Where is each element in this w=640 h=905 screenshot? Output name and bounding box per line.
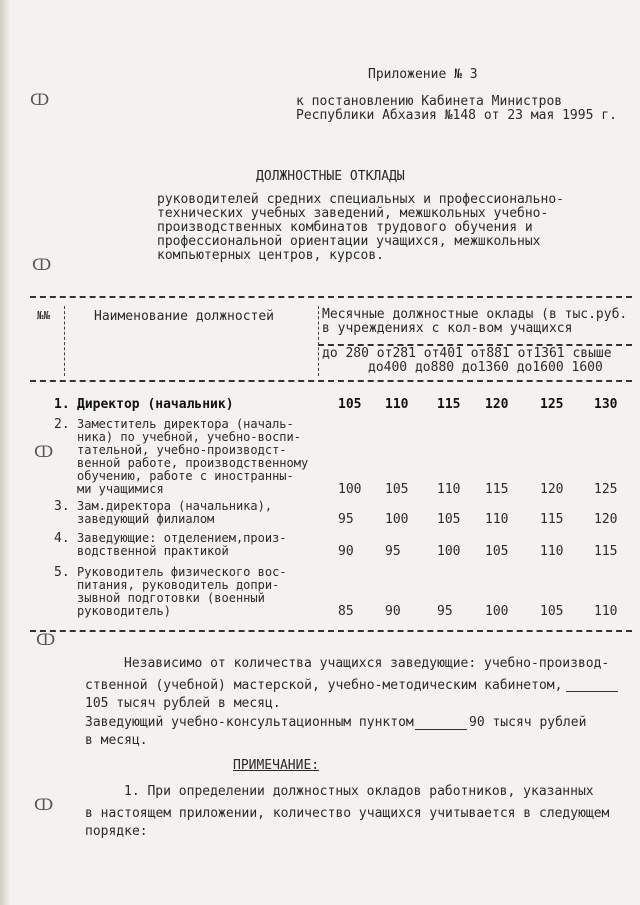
- salary-cell: 120: [594, 512, 618, 527]
- margin-mark: ↀ: [32, 255, 52, 274]
- salary-cell: 110: [594, 604, 618, 619]
- position-name: заведующий филиалом: [77, 512, 215, 526]
- paragraph-text: в месяц.: [85, 733, 148, 748]
- salary-cell: 105: [485, 544, 509, 559]
- document-title: ДОЛЖНОСТНЫЕ ОТКЛАДЫ: [256, 169, 405, 184]
- salary-cell: 85: [338, 604, 354, 619]
- heading-line: компьютерных центров, курсов.: [157, 248, 384, 263]
- heading-line: профессиональной ориентации учащихся, межшкольных: [157, 234, 541, 249]
- position-name: венной работе, производственному: [77, 456, 309, 470]
- table-header-bottom-rule: [30, 380, 632, 382]
- margin-mark: ↀ: [36, 630, 56, 649]
- table-top-rule: [30, 296, 632, 298]
- salary-cell: 110: [485, 512, 509, 527]
- table-column-divider: [318, 306, 319, 376]
- column-subheader-to: до400 до880 до1360 до1600 1600: [368, 360, 603, 375]
- position-name: Директор (начальник): [77, 397, 234, 412]
- salary-cell: 90: [385, 604, 401, 619]
- note-text: 1. При определении должностных окладов работников, указанных: [124, 784, 594, 799]
- position-name: питания, руководитель допри-: [77, 578, 280, 592]
- fill-line: [566, 691, 618, 692]
- margin-mark: ↀ: [34, 795, 54, 814]
- paragraph-text: Независимо от количества учащихся заведующие: учебно-производ-: [124, 656, 610, 671]
- heading-line: руководителей средних специальных и профессионально-: [157, 192, 564, 207]
- table-bottom-rule: [30, 630, 632, 632]
- fill-line: [415, 729, 467, 730]
- row-number: 3.: [54, 499, 70, 514]
- salary-cell: 105: [540, 604, 564, 619]
- position-name: Зам.директора (начальника),: [77, 499, 273, 513]
- position-name: ника) по учебной, учебно-воспи-: [77, 430, 301, 444]
- salary-cell: 105: [338, 397, 362, 412]
- salary-cell: 95: [437, 604, 453, 619]
- appendix-line2: Республики Абхазия №148 от 23 мая 1995 г.: [296, 108, 617, 123]
- position-name: зывной подготовки (военный: [77, 591, 265, 605]
- appendix-title: Приложение № 3: [368, 67, 478, 82]
- appendix-line1: к постановлению Кабинета Министров: [296, 94, 563, 109]
- column-group-header: Месячные должностные оклады (в тыс.руб.: [322, 307, 628, 322]
- salary-cell: 100: [385, 512, 409, 527]
- paragraph-text: Заведующий учебно-консультационным пунктом: [85, 715, 414, 730]
- table-column-divider: [64, 306, 65, 376]
- salary-cell: 115: [540, 512, 564, 527]
- column-group-header-2: в учреждениях с кол-вом учащихся: [322, 321, 573, 336]
- row-number: 1.: [54, 397, 70, 412]
- position-name: Руководитель физического вос-: [77, 565, 287, 579]
- margin-mark: ↀ: [34, 442, 54, 461]
- salary-cell: 105: [437, 512, 461, 527]
- salary-cell: 100: [485, 604, 509, 619]
- paragraph-text: ственной (учебной) мастерской, учебно-методическим кабинетом,: [85, 678, 563, 693]
- salary-cell: 120: [485, 397, 509, 412]
- heading-line: производственных комбинатов трудового обучения и: [157, 220, 533, 235]
- position-name: руководитель): [77, 604, 171, 618]
- note-text: порядке:: [85, 824, 148, 839]
- salary-cell: 120: [540, 482, 564, 497]
- salary-cell: 115: [437, 397, 461, 412]
- salary-cell: 125: [594, 482, 618, 497]
- salary-cell: 95: [385, 544, 401, 559]
- page-edge-shadow: [0, 0, 10, 905]
- position-name: Заведующие: отделением,произ-: [77, 531, 287, 545]
- salary-cell: 110: [437, 482, 461, 497]
- margin-mark: ↀ: [30, 90, 50, 109]
- salary-cell: 125: [540, 397, 564, 412]
- salary-cell: 100: [437, 544, 461, 559]
- paragraph-text: 90 тысяч рублей: [469, 715, 587, 730]
- note-title: ПРИМЕЧАНИЕ:: [233, 758, 320, 773]
- salary-cell: 115: [594, 544, 618, 559]
- note-text: в настоящем приложении, количество учащихся учитывается в следующем: [85, 806, 610, 821]
- salary-cell: 110: [385, 397, 409, 412]
- row-number: 2.: [54, 417, 70, 432]
- position-name: тательной, учебно-производст-: [77, 443, 287, 457]
- salary-cell: 95: [338, 512, 354, 527]
- position-name: водственной практикой: [77, 544, 229, 558]
- salary-cell: 110: [540, 544, 564, 559]
- column-header-name: Наименование должностей: [94, 309, 275, 324]
- column-header-number: №№: [37, 309, 51, 322]
- position-name: обучению, работе с иностранны-: [77, 469, 294, 483]
- salary-cell: 130: [594, 397, 618, 412]
- salary-cell: 115: [485, 482, 509, 497]
- row-number: 4.: [54, 531, 70, 546]
- salary-cell: 90: [338, 544, 354, 559]
- paragraph-text: 105 тысяч рублей в месяц.: [85, 696, 281, 711]
- position-name: Заместитель директора (началь-: [77, 417, 294, 431]
- heading-line: технических учебных заведений, межшкольных учебно-: [157, 206, 549, 221]
- position-name: ми учащимися: [77, 482, 164, 496]
- column-subheader-from: до 280 от281 от401 от881 от1361 свыше: [322, 346, 612, 361]
- row-number: 5.: [54, 565, 70, 580]
- salary-cell: 105: [385, 482, 409, 497]
- salary-cell: 100: [338, 482, 362, 497]
